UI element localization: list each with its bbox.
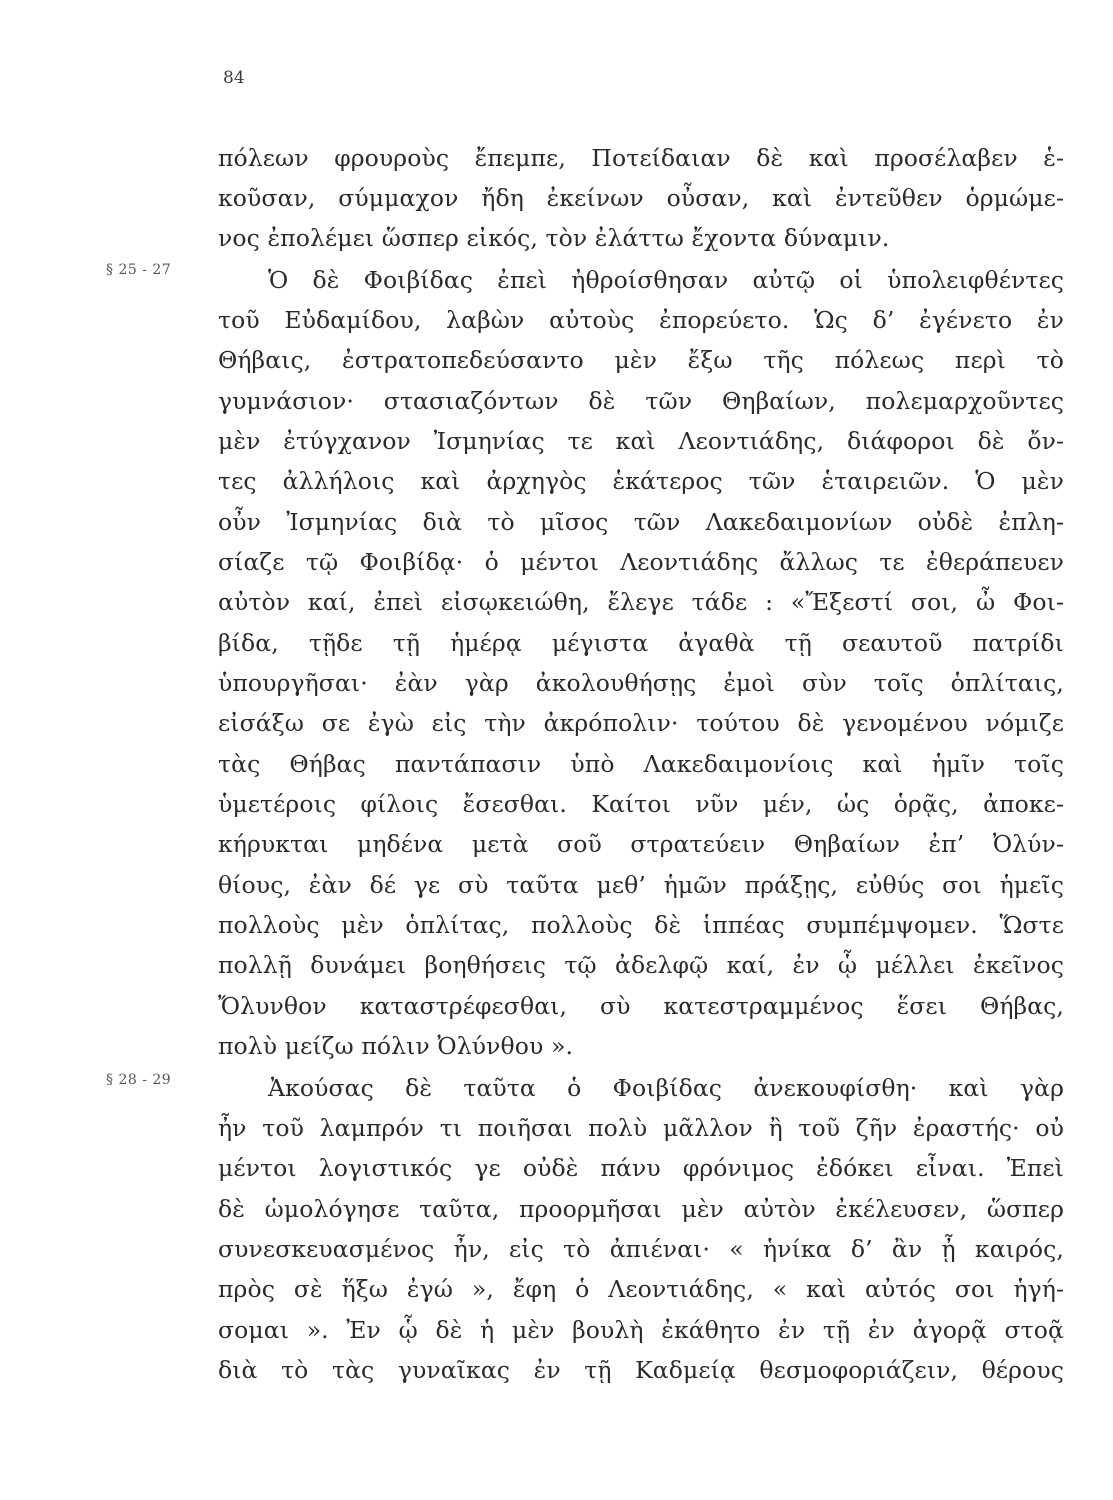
text-line: νος ἐπολέμει ὥσπερ εἰκός, τὸν ἐλάττω ἔχοντα δύναμιν. xyxy=(218,224,890,252)
text-line: μὲν ἐτύγχανον Ἰσμηνίας τε καὶ Λεοντιάδης, διάφοροι δὲ ὄν- xyxy=(218,427,1064,455)
text-line: πολὺ μείζω πόλιν Ὀλύνθου ». xyxy=(218,1032,574,1060)
margin-ref: § 25 - 27 xyxy=(106,262,172,278)
text-line: τὰς Θήβας παντάπασιν ὑπὸ Λακεδαιμονίοις καὶ ἡμῖν τοῖς xyxy=(218,750,1064,778)
text-line: τοῦ Εὐδαμίδου, λαβὼν αὐτοὺς ἐπορεύετο. Ὡς δ’ ἐγένετο ἐν xyxy=(218,306,1064,334)
text-line: πρὸς σὲ ἥξω ἐγώ », ἔφη ὁ Λεοντιάδης, « καὶ αὐτός σοι ἡγή- xyxy=(218,1275,1064,1303)
text-line: αὐτὸν καί, ἐπεὶ εἰσῳκειώθη, ἔλεγε τάδε : «Ἔξεστί σοι, ὦ Φοι- xyxy=(218,588,1064,616)
text-line: εἰσάξω σε ἐγὼ εἰς τὴν ἀκρόπολιν· τούτου δὲ γενομένου νόμιζε xyxy=(218,709,1064,737)
text-line: σίαζε τῷ Φοιβίδᾳ· ὁ μέντοι Λεοντιάδης ἄλλως τε ἐθεράπευεν xyxy=(218,548,1064,576)
text-line: κήρυκται μηδένα μετὰ σοῦ στρατεύειν Θηβαίων ἐπ’ Ὀλύν- xyxy=(218,830,1064,858)
page-number: 84 xyxy=(223,68,245,88)
text-line: ὑμετέροις φίλοις ἔσεσθαι. Καίτοι νῦν μέν, ὡς ὁρᾷς, ἀποκε- xyxy=(218,790,1064,818)
text-line: ἦν τοῦ λαμπρόν τι ποιῆσαι πολὺ μᾶλλον ἢ τοῦ ζῆν ἐραστής· οὐ xyxy=(218,1114,1064,1142)
text-line: Θήβαις, ἐστρατοπεδεύσαντο μὲν ἔξω τῆς πόλεως περὶ τὸ xyxy=(218,346,1064,374)
text-line: γυμνάσιον· στασιαζόντων δὲ τῶν Θηβαίων, πολεμαρχοῦντες xyxy=(218,387,1064,415)
text-line: ὑπουργῆσαι· ἐὰν γὰρ ἀκολουθήσῃς ἐμοὶ σὺν τοῖς ὁπλίταις, xyxy=(218,669,1064,697)
text-line: Ὁ δὲ Φοιβίδας ἐπεὶ ἠθροίσθησαν αὐτῷ οἱ ὑπολειφθέντες xyxy=(268,266,1064,294)
text-line: βίδα, τῇδε τῇ ἡμέρᾳ μέγιστα ἀγαθὰ τῇ σεαυτοῦ πατρίδι xyxy=(218,629,1064,657)
text-line: Ὄλυνθον καταστρέφεσθαι, σὺ κατεστραμμένος ἕσει Θήβας, xyxy=(218,992,1064,1020)
text-line: πολλῇ δυνάμει βοηθήσεις τῷ ἀδελφῷ καί, ἐν ᾧ μέλλει ἐκεῖνος xyxy=(218,951,1064,979)
text-line: μέντοι λογιστικός γε οὐδὲ πάνυ φρόνιμος ἐδόκει εἶναι. Ἐπεὶ xyxy=(218,1154,1064,1182)
text-line: σομαι ». Ἐν ᾧ δὲ ἡ μὲν βουλὴ ἐκάθητο ἐν τῇ ἐν ἀγορᾷ στοᾷ xyxy=(218,1316,1064,1344)
text-line: πολλοὺς μὲν ὁπλίτας, πολλοὺς δὲ ἱππέας συμπέμψομεν. Ὥστε xyxy=(218,911,1064,939)
text-line: κοῦσαν, σύμμαχον ἤδη ἐκείνων οὖσαν, καὶ ἐντεῦθεν ὁρμώμε- xyxy=(218,184,1064,212)
text-line: Ἀκούσας δὲ ταῦτα ὁ Φοιβίδας ἀνεκουφίσθη· καὶ γὰρ xyxy=(268,1074,1064,1102)
text-line: πόλεων φρουροὺς ἔπεμπε, Ποτείδαιαν δὲ καὶ προσέλαβεν ἑ- xyxy=(218,144,1064,172)
margin-ref: § 28 - 29 xyxy=(106,1072,172,1088)
text-line: θίους, ἐὰν δέ γε σὺ ταῦτα μεθ’ ἡμῶν πράξῃς, εὐθύς σοι ἡμεῖς xyxy=(218,871,1064,899)
text-line: τες ἀλλήλοις καὶ ἀρχηγὸς ἑκάτερος τῶν ἑταιρειῶν. Ὁ μὲν xyxy=(218,467,1064,495)
text-line: οὖν Ἰσμηνίας διὰ τὸ μῖσος τῶν Λακεδαιμονίων οὐδὲ ἐπλη- xyxy=(218,508,1064,536)
text-line: συνεσκευασμένος ἦν, εἰς τὸ ἀπιέναι· « ἡνίκα δ’ ἂν ᾖ καιρός, xyxy=(218,1235,1064,1263)
text-line: δὲ ὡμολόγησε ταῦτα, προορμῆσαι μὲν αὐτὸν ἐκέλευσεν, ὥσπερ xyxy=(218,1195,1064,1223)
text-line: διὰ τὸ τὰς γυναῖκας ἐν τῇ Καδμείᾳ θεσμοφοριάζειν, θέρους xyxy=(218,1356,1064,1384)
